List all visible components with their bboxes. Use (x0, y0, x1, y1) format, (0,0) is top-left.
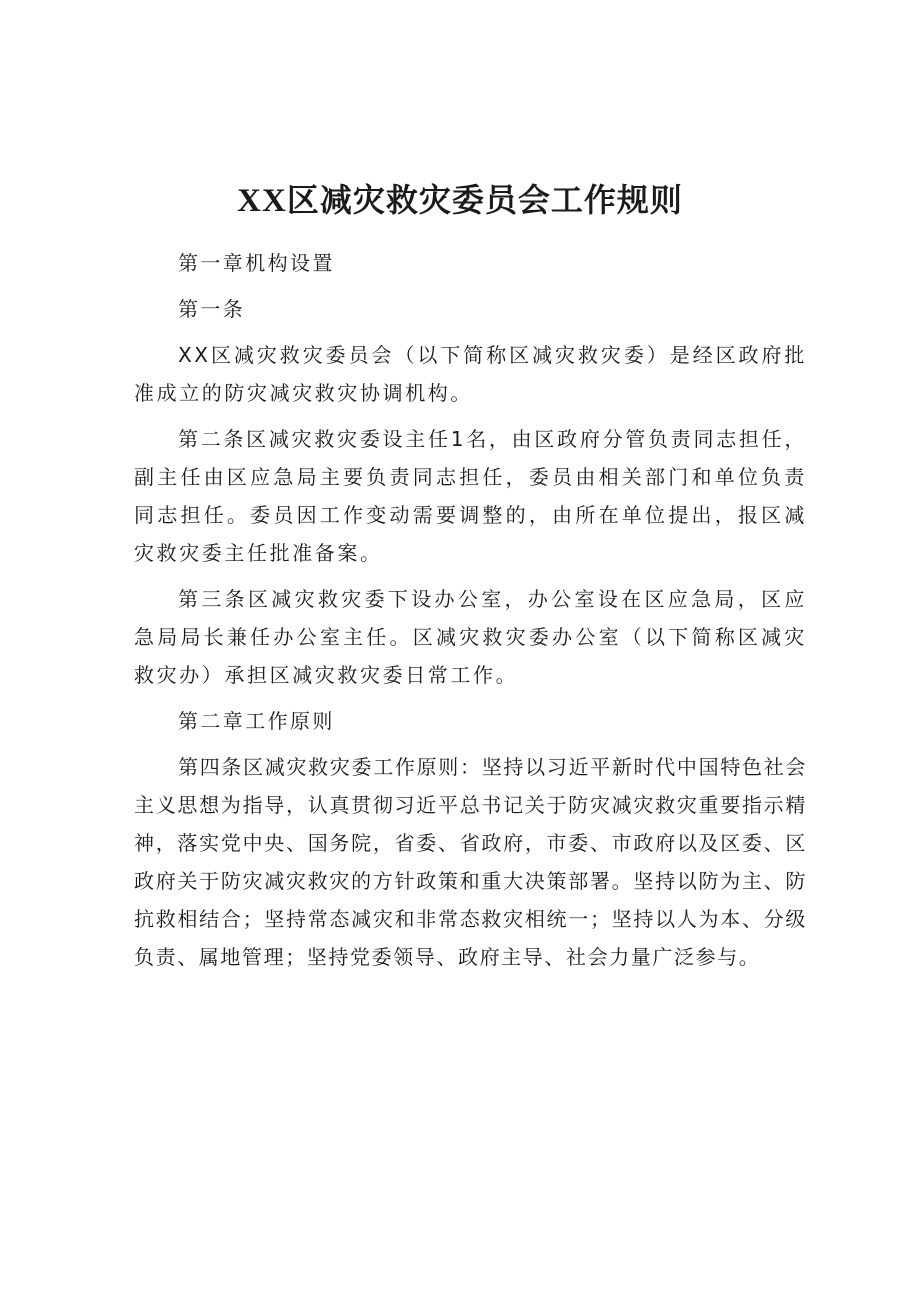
paragraph: 第四条区减灾救灾委工作原则：坚持以习近平新时代中国特色社会主义思想为指导，认真贯彻习近平总书记关于防灾减灾救灾重要指示精神，落实党中央、国务院，省委、省政府，市委、市政府以及区委、区政府关于防灾减灾救灾的方针政策和重大决策部署。坚持以防为主、防抗救相结合；坚持常态减灾和非常态救灾相统一；坚持以人为本、分级负责、属地管理；坚持党委领导、政府主导、社会力量广泛参与。 (134, 755, 807, 969)
article-heading: 第一条 (178, 297, 246, 321)
paragraph: 第二条区减灾救灾委设主任1名，由区政府分管负责同志担任，副主任由区应急局主要负责同志担任，委员由相关部门和单位负责同志担任。委员因工作变动需要调整的，由所在单位提出，报区减灾救灾委主任批准备案。 (134, 427, 807, 565)
chapter-heading: 第一章机构设置 (178, 251, 335, 275)
paragraph: XX区减灾救灾委员会（以下简称区减灾救灾委）是经区政府批准成立的防灾减灾救灾协调机构。 (134, 343, 807, 405)
chapter-heading: 第二章工作原则 (178, 709, 335, 733)
title-main: 区减灾救灾委员会工作规则 (286, 181, 683, 219)
document-title (0, 178, 920, 223)
title-prefix: XX (237, 183, 287, 219)
document-body (134, 244, 807, 984)
paragraph: 第三条区减灾救灾委下设办公室，办公室设在区应急局，区应急局局长兼任办公室主任。区减灾救灾委办公室（以下简称区减灾救灾办）承担区减灾救灾委日常工作。 (134, 587, 807, 687)
